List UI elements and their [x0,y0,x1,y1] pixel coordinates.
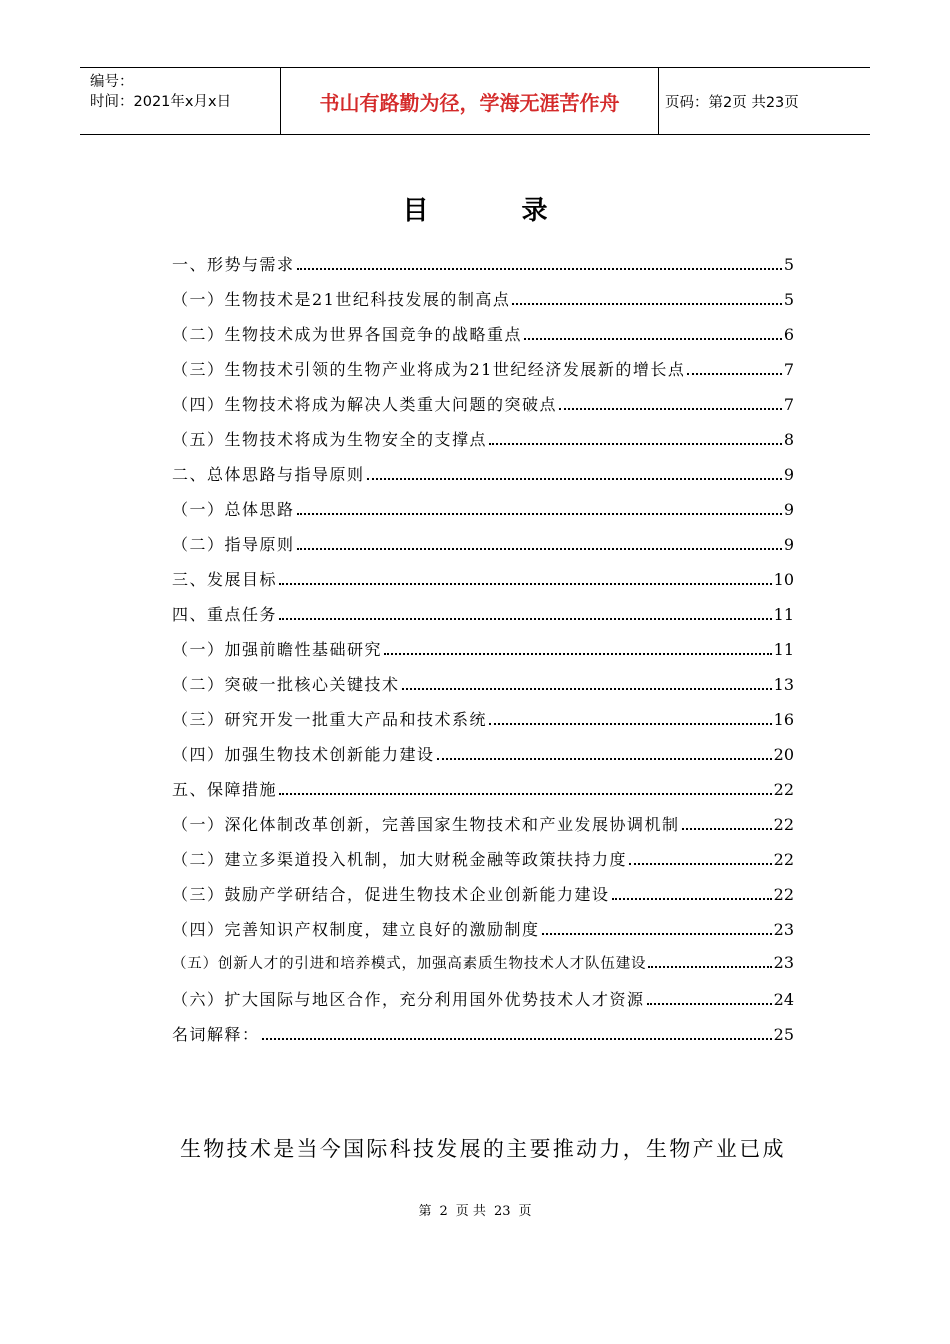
toc-leader-dots [297,512,782,515]
toc-entry-label: （二）指导原则 [172,535,295,554]
toc-entry-page: 6 [783,325,794,344]
document-number-label: 编号： [90,74,134,90]
toc-entry[interactable] [172,952,794,987]
toc-entry[interactable] [172,427,794,462]
toc-entry[interactable] [172,672,794,707]
toc-entry-page: 9 [783,500,794,519]
toc-entry-page: 23 [773,920,794,939]
toc-leader-dots [687,372,781,375]
toc-entry-label: 名词解释： [172,1025,260,1044]
toc-entry[interactable] [172,462,794,497]
toc-entry-label: 一、形势与需求 [172,255,295,274]
toc-leader-dots [489,722,772,725]
toc-entry-page: 5 [783,290,794,309]
toc-leader-dots [384,652,772,655]
toc-entry[interactable] [172,987,794,1022]
toc-entry[interactable] [172,847,794,882]
toc-entry-label: （三）研究开发一批重大产品和技术系统 [172,710,488,729]
toc-entry-page: 9 [783,465,794,484]
toc-leader-dots [297,547,782,550]
toc-entry-label: （四）生物技术将成为解决人类重大问题的突破点 [172,395,558,414]
toc-leader-dots [297,267,782,270]
toc-entry[interactable] [172,532,794,567]
header-motto: 书山有路勤为径，学海无涯苦作舟 [281,68,659,134]
toc-leader-dots [542,932,772,935]
toc-entry-page: 20 [773,745,794,764]
toc-entry-label: （五）创新人才的引进和培养模式，加强高素质生物技术人才队伍建设 [172,956,647,972]
toc-entry[interactable] [172,252,794,287]
toc-leader-dots [279,582,772,585]
toc-entry-page: 22 [773,850,794,869]
header-meta [80,68,281,134]
body-paragraph: 生物技术是当今国际科技发展的主要推动力，生物产业已成 [180,1137,786,1161]
toc-entry-page: 11 [773,605,794,624]
toc-entry-page: 22 [773,885,794,904]
toc-entry[interactable] [172,777,794,812]
toc-entry-page: 24 [773,990,794,1009]
page-header [80,67,870,135]
toc-entry-label: 三、发展目标 [172,570,278,589]
toc-entry-page: 10 [773,570,794,589]
toc-entry[interactable] [172,357,794,392]
toc-leader-dots [629,862,772,865]
toc-leader-dots [524,337,782,340]
toc-entry-page: 7 [783,395,794,414]
toc-entry-page: 22 [773,780,794,799]
toc-entry-label: （一）深化体制改革创新，完善国家生物技术和产业发展协调机制 [172,815,680,834]
toc-entry-page: 5 [783,255,794,274]
toc-leader-dots [648,965,771,968]
toc-entry-label: （一）总体思路 [172,500,295,519]
toc-entry[interactable] [172,882,794,917]
toc-leader-dots [367,477,782,480]
toc-entry[interactable] [172,497,794,532]
toc-entry[interactable] [172,637,794,672]
toc-entry-page: 13 [773,675,794,694]
toc-entry[interactable] [172,742,794,777]
toc-entry[interactable] [172,707,794,742]
page-footer [0,1200,950,1219]
footer-mid: 页 共 [455,1204,486,1219]
toc-entry[interactable] [172,392,794,427]
toc-entry-page: 25 [773,1025,794,1044]
toc-entry-label: （二）突破一批核心关键技术 [172,675,400,694]
toc-entry-label: （一）加强前瞻性基础研究 [172,640,383,659]
toc-entry-page: 7 [783,360,794,379]
toc-entry[interactable] [172,917,794,952]
toc-entry-page: 16 [773,710,794,729]
footer-total-pages: 23 [493,1204,511,1219]
toc-leader-dots [402,687,772,690]
toc-entry-page: 9 [783,535,794,554]
toc-entry-label: 二、总体思路与指导原则 [172,465,365,484]
toc-entry[interactable] [172,1022,794,1057]
toc-leader-dots [489,442,782,445]
document-date: 时间：2021年x月x日 [90,94,232,110]
toc-title: 目 录 [402,196,590,226]
toc-entry[interactable] [172,567,794,602]
toc-leader-dots [279,617,772,620]
footer-prefix: 第 [418,1204,432,1219]
toc-entry-label: （四）完善知识产权制度，建立良好的激励制度 [172,920,540,939]
toc-entry[interactable] [172,287,794,322]
footer-suffix: 页 [518,1204,532,1219]
toc-entry-page: 11 [773,640,794,659]
footer-page-number: 2 [439,1204,448,1219]
toc-leader-dots [612,897,772,900]
toc-leader-dots [279,792,772,795]
toc-entry-label: （二）生物技术成为世界各国竞争的战略重点 [172,325,523,344]
toc-leader-dots [262,1037,772,1040]
toc-leader-dots [559,407,782,410]
toc-leader-dots [682,827,772,830]
toc-entry[interactable] [172,322,794,357]
toc-entry-label: （二）建立多渠道投入机制，加大财税金融等政策扶持力度 [172,850,628,869]
table-of-contents [172,252,794,1057]
toc-entry-label: （五）生物技术将成为生物安全的支撑点 [172,430,488,449]
toc-entry-label: （三）生物技术引领的生物产业将成为21世纪经济发展新的增长点 [172,360,686,379]
toc-entry-label: （一）生物技术是21世纪科技发展的制高点 [172,290,511,309]
header-page-info: 页码：第2页 共23页 [665,94,799,111]
toc-entry-page: 23 [773,953,794,972]
toc-entry-label: （六）扩大国际与地区合作，充分利用国外优势技术人才资源 [172,990,645,1009]
toc-leader-dots [437,757,772,760]
toc-entry-label: （四）加强生物技术创新能力建设 [172,745,435,764]
toc-entry-page: 8 [783,430,794,449]
toc-entry-page: 22 [773,815,794,834]
toc-entry-label: （三）鼓励产学研结合，促进生物技术企业创新能力建设 [172,885,610,904]
toc-entry[interactable] [172,602,794,637]
toc-entry-label: 四、重点任务 [172,605,278,624]
toc-entry[interactable] [172,812,794,847]
toc-leader-dots [647,1002,772,1005]
toc-entry-label: 五、保障措施 [172,780,278,799]
toc-leader-dots [512,302,781,305]
